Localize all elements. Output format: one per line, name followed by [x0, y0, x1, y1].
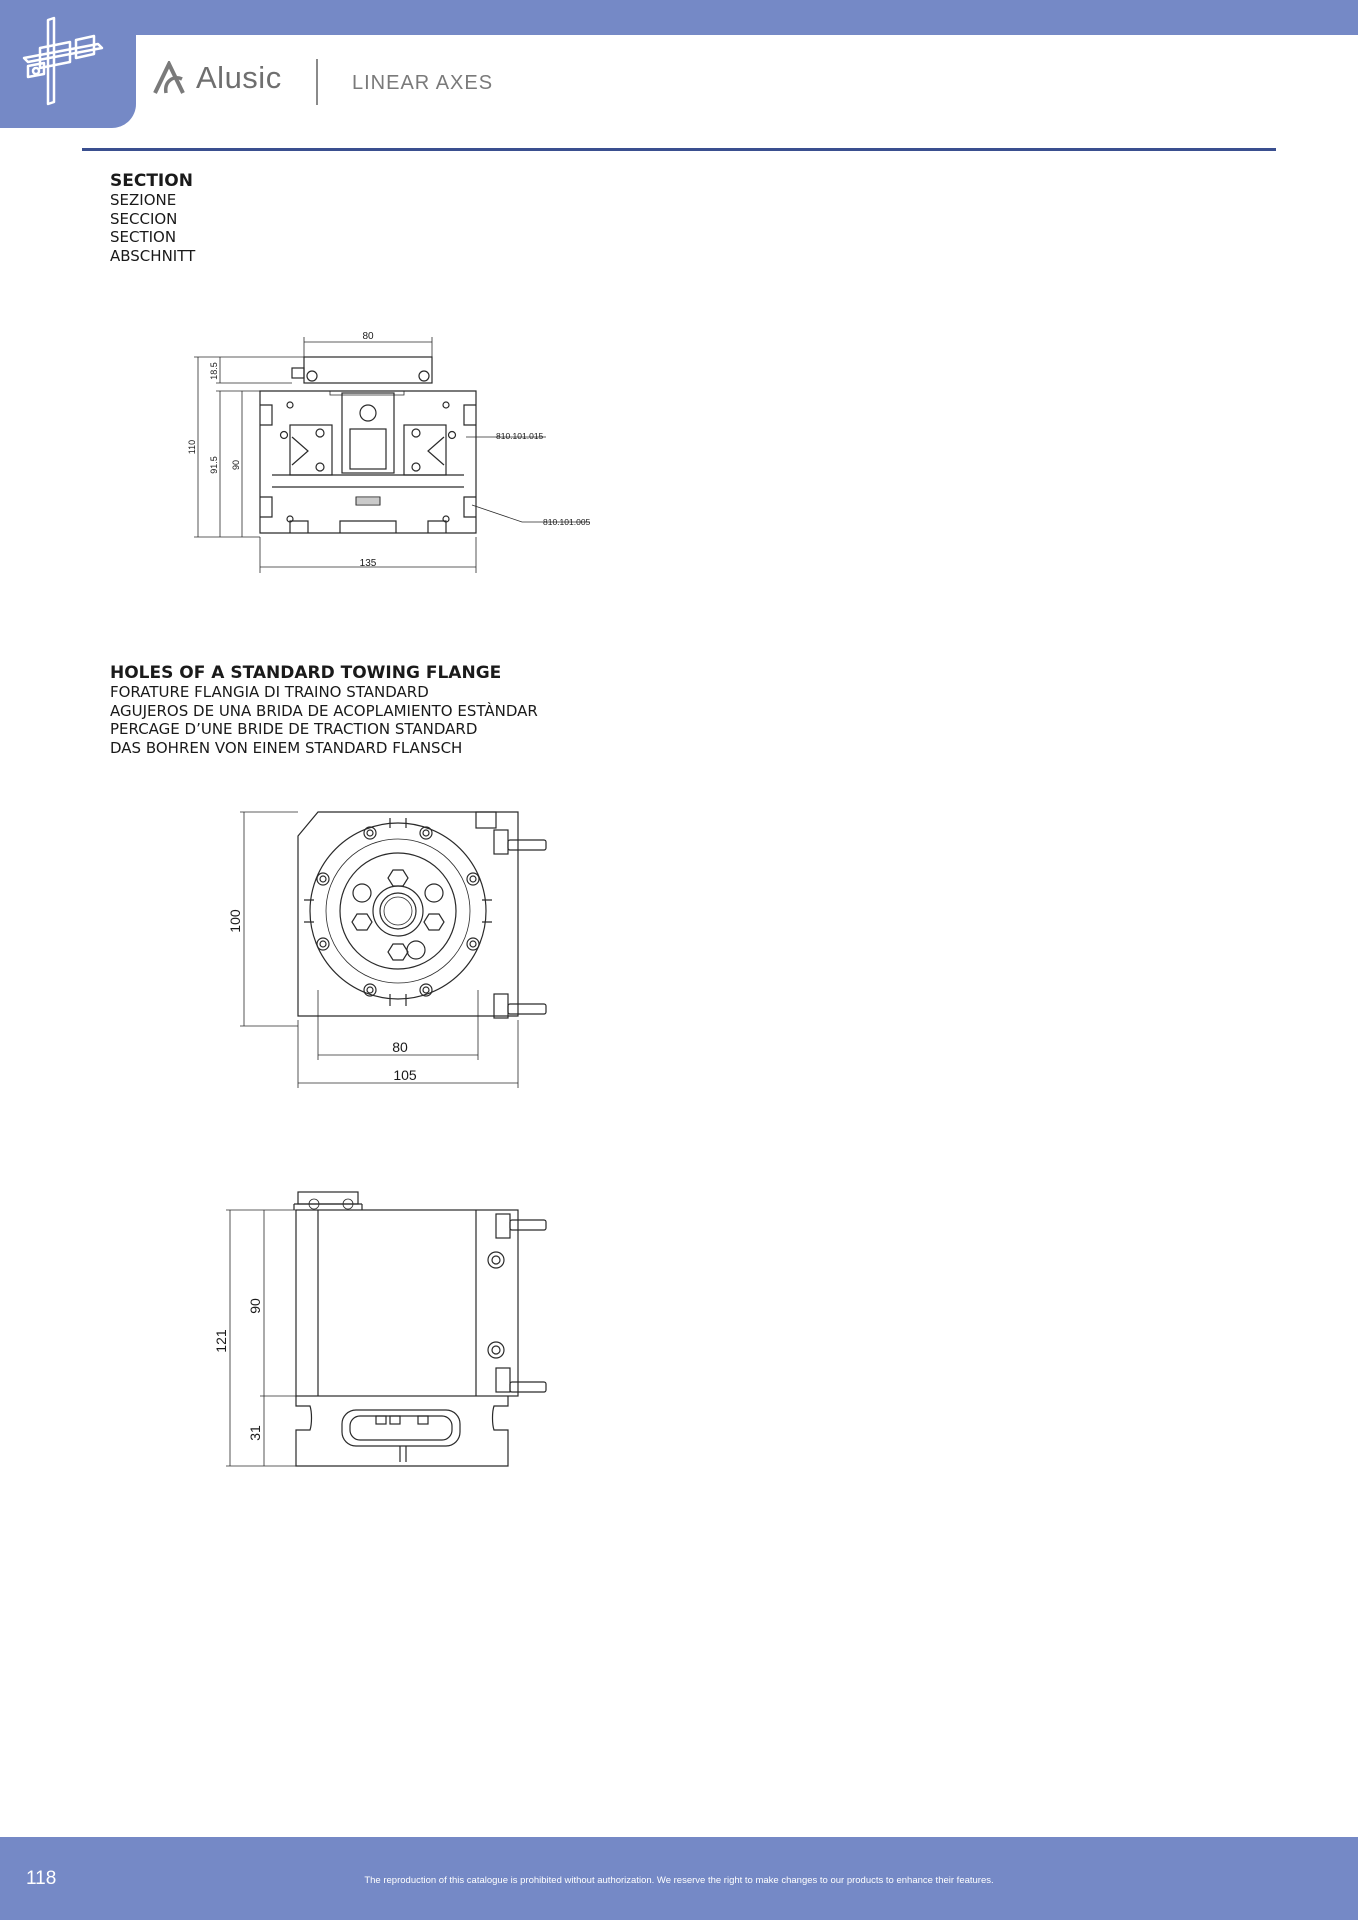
- header-divider: [316, 59, 318, 105]
- brand-logo: [152, 60, 282, 96]
- dim-top-height: 18.5: [209, 362, 219, 380]
- flange-subtitle: FORATURE FLANGIA DI TRAINO STANDARD: [110, 683, 429, 701]
- part-code: 810.101.015: [496, 431, 544, 441]
- flange-subtitle: PERCAGE D’UNE BRIDE DE TRACTION STANDARD: [110, 720, 478, 738]
- dim-plan-width: 105: [393, 1067, 417, 1083]
- flange-subtitle: DAS BOHREN VON EINEM STANDARD FLANSCH: [110, 738, 463, 757]
- header-band: [0, 0, 1358, 35]
- dim-side-body-height: 90: [247, 1298, 263, 1314]
- flange-plan-drawing: [220, 800, 560, 1090]
- dim-hole-spacing: 80: [392, 1039, 408, 1055]
- section-subtitle: SECCION: [110, 209, 178, 228]
- alusic-logo-icon: [152, 61, 186, 95]
- section-subtitle: ABSCHNITT: [110, 246, 196, 265]
- section-heading: [110, 171, 195, 265]
- dim-plan-height: 100: [227, 909, 243, 933]
- section-drawing: [180, 325, 610, 585]
- flange-title: HOLES OF A STANDARD TOWING FLANGE: [110, 663, 502, 683]
- dim-total-height: 110: [187, 439, 197, 455]
- header-rule: [82, 148, 1276, 151]
- dim-h-91-5: 91.5: [209, 456, 219, 474]
- linear-axes-icon: [14, 14, 110, 110]
- copyright-notice: The reproduction of this catalogue is prohibited without authorization. We reserve the right to make changes to our products to enhance their features.: [364, 1875, 994, 1886]
- brand-name: Alusic: [196, 60, 282, 95]
- part-code: 810.101.005: [543, 517, 591, 527]
- dim-h-90: 90: [231, 459, 241, 471]
- section-subtitle: SEZIONE: [110, 191, 177, 209]
- category-tab: [0, 0, 136, 128]
- page-number: 118: [26, 1868, 57, 1889]
- dim-top-width: 80: [362, 331, 374, 342]
- dim-side-total-height: 121: [213, 1329, 229, 1353]
- flange-subtitle: AGUJEROS DE UNA BRIDA DE ACOPLAMIENTO ESTÀNDAR: [110, 701, 538, 720]
- dim-bottom-width: 135: [359, 558, 377, 569]
- flange-side-drawing: [210, 1180, 560, 1480]
- section-subtitle: SECTION: [110, 228, 177, 246]
- flange-heading: [110, 663, 538, 757]
- dim-side-base-height: 31: [247, 1425, 263, 1441]
- section-title: SECTION: [110, 171, 193, 191]
- page-category-title: LINEAR AXES: [352, 72, 494, 94]
